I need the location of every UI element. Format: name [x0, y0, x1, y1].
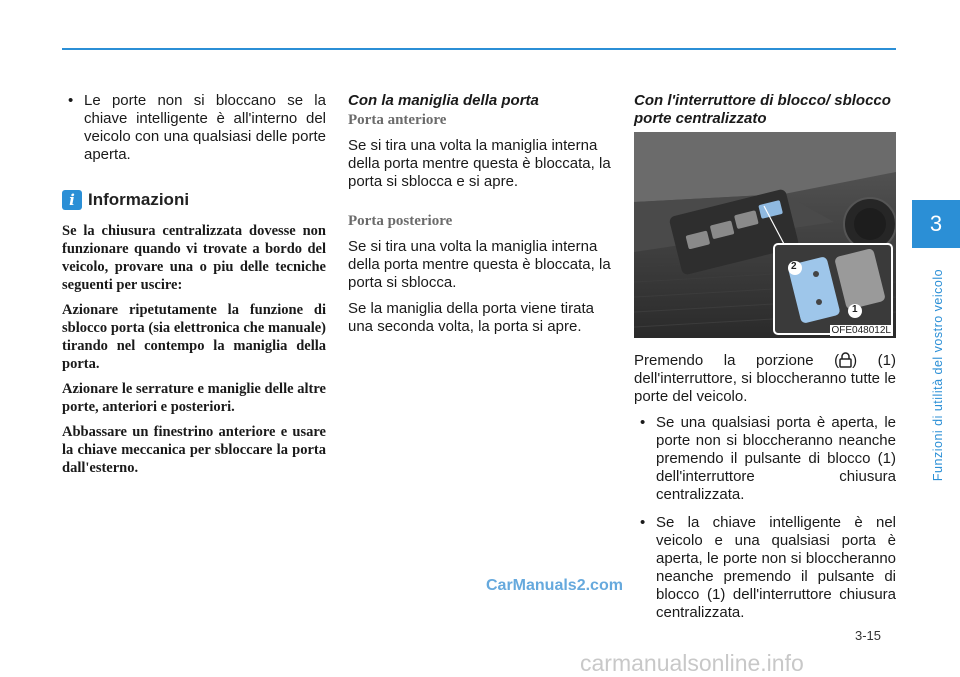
chapter-label: Funzioni di utilità del vostro veicolo — [931, 268, 945, 482]
paragraph — [634, 352, 896, 406]
info-title: Informazioni — [88, 190, 190, 209]
column-middle — [348, 92, 614, 344]
info-paragraph: Se la chiusura centralizzata dovesse non funzionare quando vi trovate a bordo del veicolo, provare una o piu delle tecniche seguenti per uscire: — [62, 223, 326, 293]
text-span: ) (1) dell'interruttore, si bloccheranno tutte le porte del veicolo. — [634, 352, 896, 405]
paragraph: Se la maniglia della porta viene tirata una seconda volta, la porta si apre. — [348, 300, 594, 335]
callout-2: 2 — [791, 261, 797, 272]
watermark: CarManuals2.com — [486, 577, 623, 594]
paragraph: Se si tira una volta la maniglia interna della porta mentre questa è bloccata, la porta si sblocca e si apre. — [348, 137, 611, 190]
figure-code: OFE048012L — [831, 325, 891, 336]
callout-1: 1 — [852, 304, 858, 315]
info-paragraph: Azionare ripetutamente la funzione di sblocco porta (sia elettronica che manuale) tirando nel contempo la maniglia della porta. — [62, 302, 326, 372]
info-header — [62, 190, 326, 210]
paragraph: Se si tira una volta la maniglia interna della porta mentre questa è bloccata, la porta si sblocca. — [348, 238, 611, 291]
column-left — [62, 92, 326, 484]
bullet-item: • Se una qualsiasi porta è aperta, le porte non si bloccheranno neanche premendo il pulsante di blocco (1) dell'interruttore chiusura centralizzata. — [634, 414, 896, 504]
info-paragraph: Azionare le serrature e maniglie delle altre porte, anteriori e posteriori. — [62, 381, 326, 415]
page-number: 3-15 — [855, 628, 882, 643]
door-switch-figure — [634, 132, 896, 338]
info-paragraph: Abbassare un finestrino anteriore e usare la chiave meccanica per sbloccare la porta dall'esterno. — [62, 424, 326, 476]
subsection-title: Porta anteriore — [348, 112, 447, 128]
column-right — [634, 92, 896, 632]
subsection-title: Porta posteriore — [348, 213, 453, 229]
lock-icon — [839, 352, 852, 368]
text-span: Premendo la porzione ( — [634, 352, 840, 369]
info-icon: i — [62, 190, 82, 210]
watermark: carmanualsonline.info — [580, 650, 804, 676]
bullet-item: • Le porte non si bloccano se la chiave intelligente è all'interno del veicolo con una qualsiasi delle porte aperta. — [62, 92, 326, 164]
chapter-tab: 3 — [912, 200, 960, 248]
header-rule — [62, 48, 896, 50]
section-title: Con l'interruttore di blocco/ sblocco porte centralizzato — [634, 92, 891, 127]
section-title: Con la maniglia della porta — [348, 92, 539, 109]
bullet-item: • Se la chiave intelligente è nel veicolo e una qualsiasi porta è aperta, le porte non si bloccheranno neanche premendo il pulsante di blocco (1) dell'interruttore chiusura centralizzata. — [634, 514, 896, 622]
